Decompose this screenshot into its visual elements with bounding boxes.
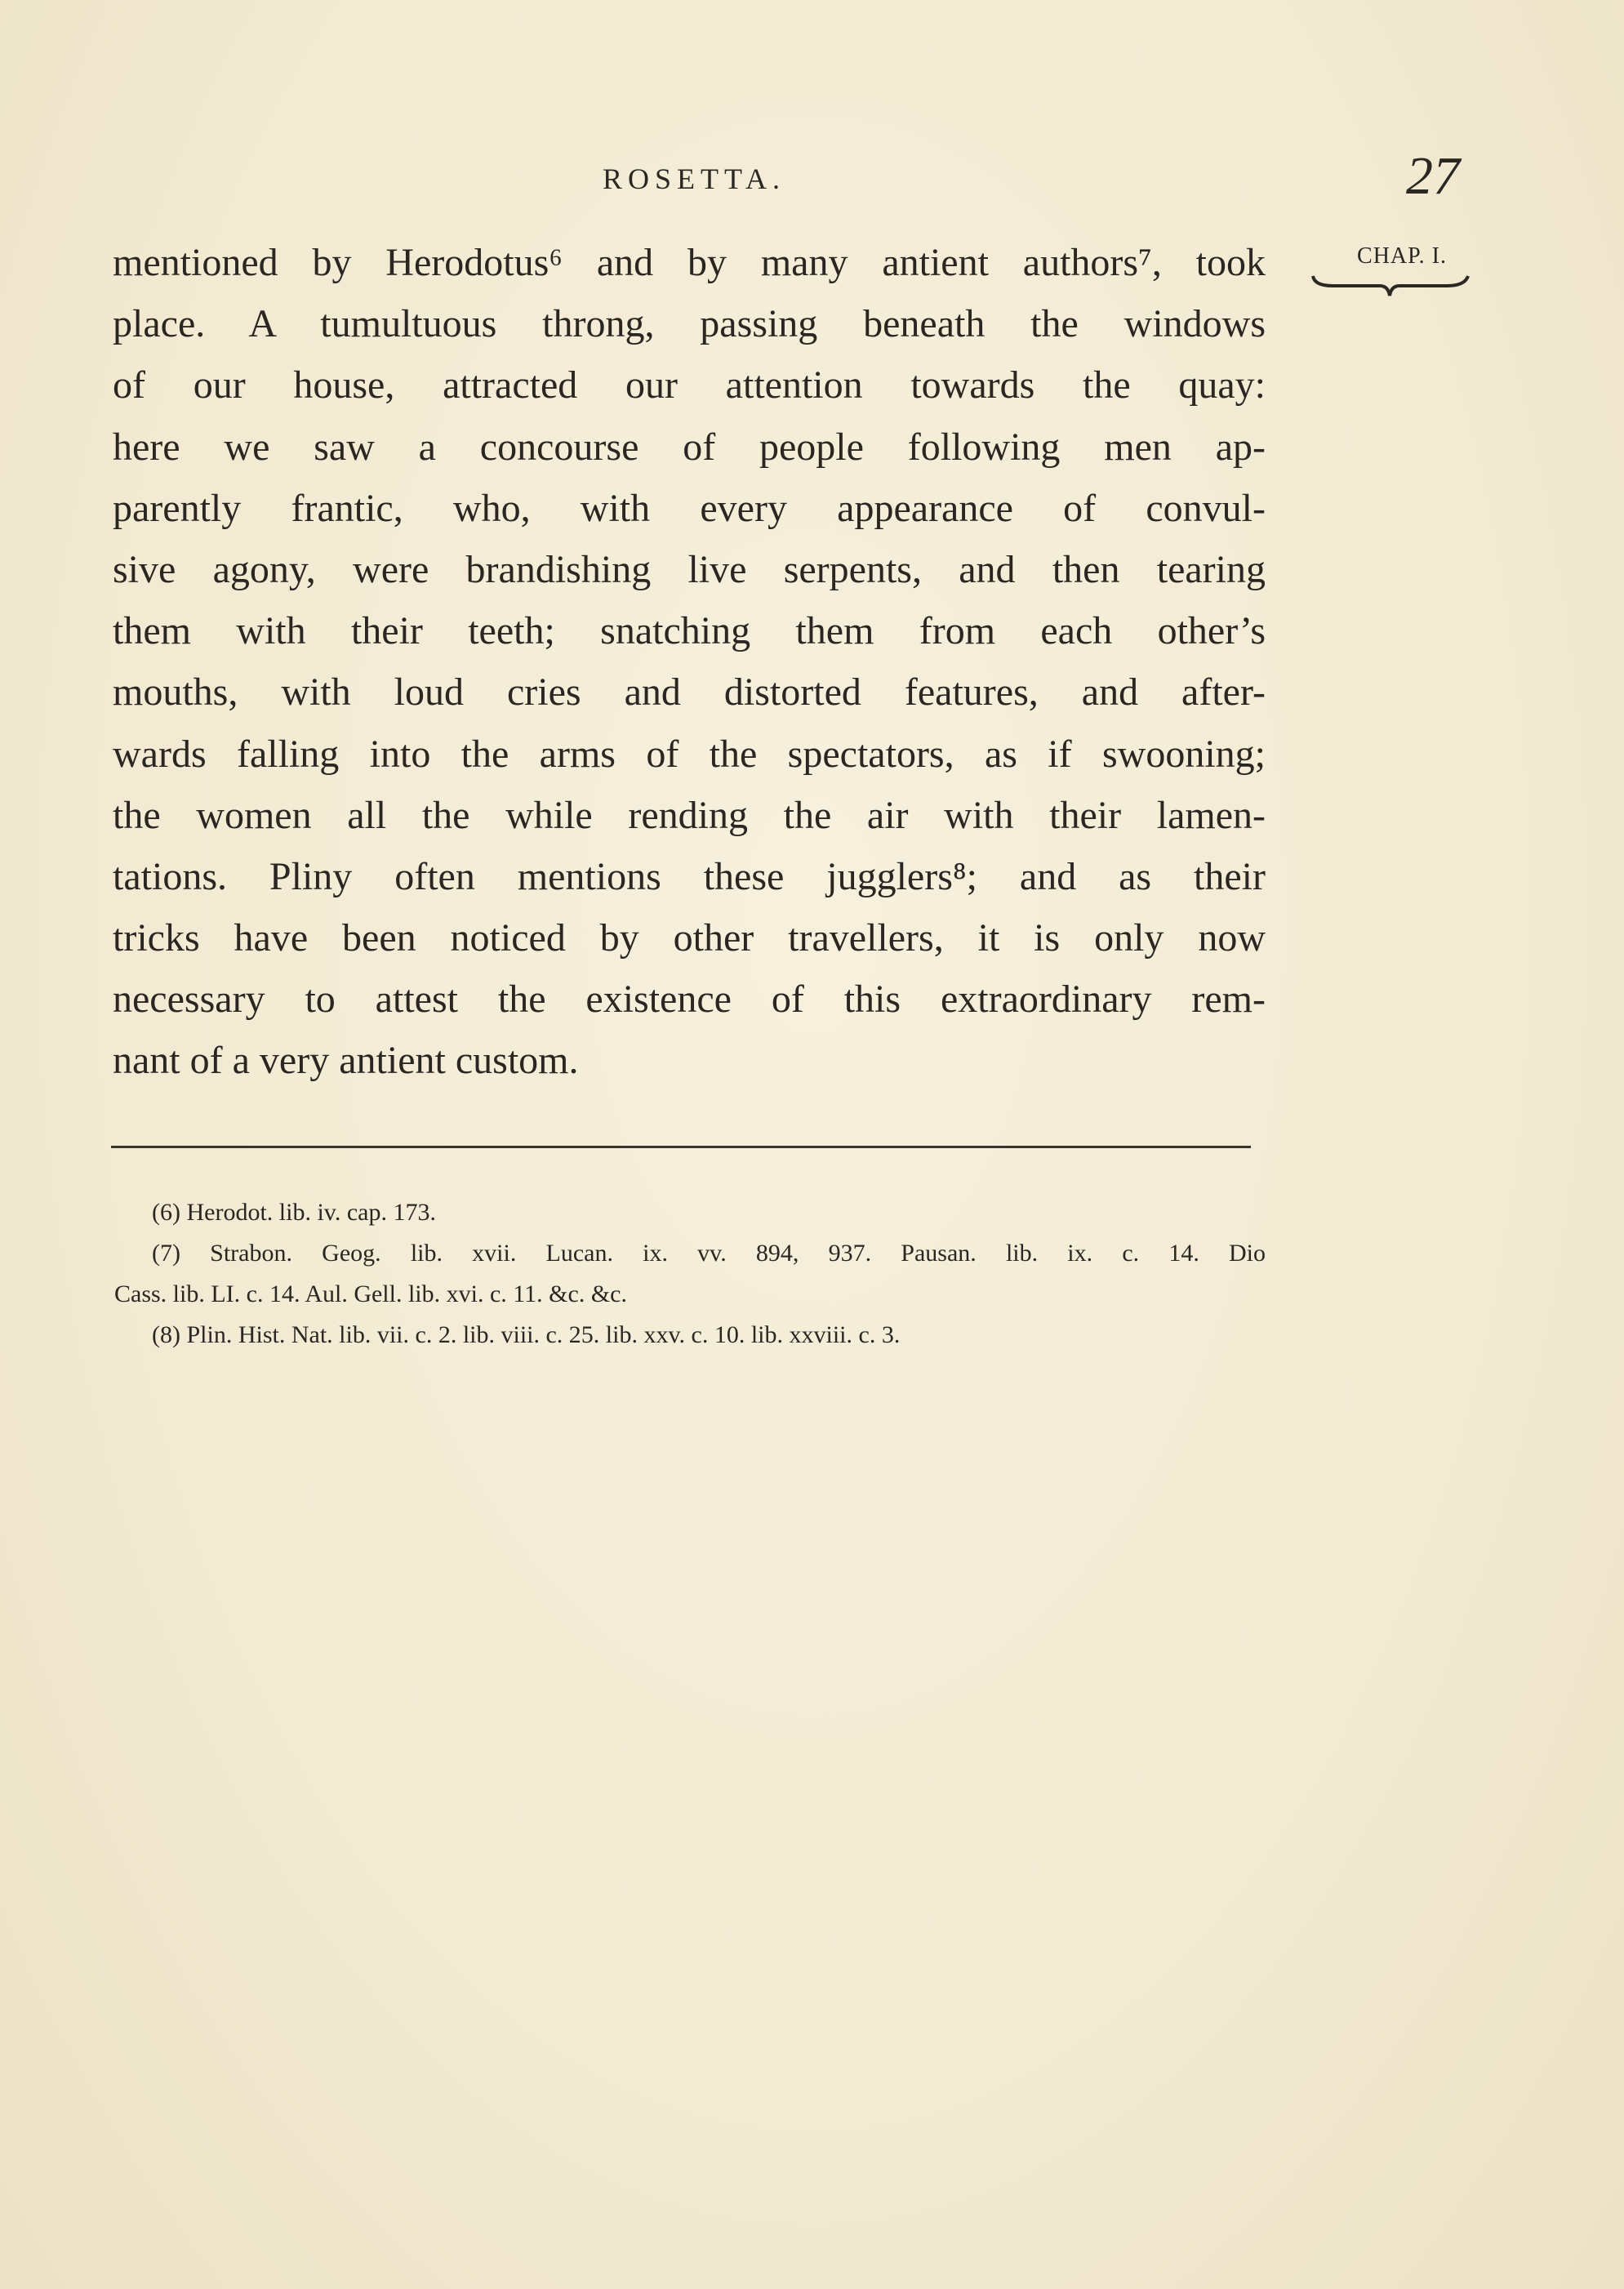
text-line: mouths, with loud cries and distorted features, and after-: [113, 670, 1266, 715]
text-line: necessary to attest the existence of this extraordinary rem-: [113, 978, 1266, 1022]
text-line: them with their teeth; snatching them from each other’s: [113, 609, 1266, 653]
text-line: of our house, attracted our attention towards the quay:: [113, 363, 1266, 407]
text-line: mentioned by Herodotus⁶ and by many antient authors⁷, took: [113, 241, 1266, 284]
body-text: [113, 232, 1266, 1092]
text-line: here we saw a concourse of people following men ap-: [113, 425, 1266, 469]
footnotes: [114, 1192, 1266, 1356]
margin-brace-ornament: [1308, 274, 1471, 299]
running-title: ROSETTA.: [602, 163, 786, 195]
text-line: parently frantic, who, with every appearance of convul-: [113, 486, 1266, 530]
text-line: sive agony, were brandishing live serpents, and then tearing: [113, 547, 1266, 591]
text-line: tations. Pliny often mentions these jugglers⁸; and as their: [113, 854, 1266, 898]
footnote-rule: [111, 1146, 1251, 1148]
footnote-6: (6) Herodot. lib. iv. cap. 173.: [152, 1199, 436, 1226]
margin-chapter-note: CHAP. I.: [1357, 243, 1447, 269]
text-line: place. A tumultuous throng, passing beneath the windows: [113, 302, 1266, 346]
footnote-7: (7) Strabon. Geog. lib. xvii. Lucan. ix. vv. 894, 937. Pausan. lib. ix. c. 14. Dio: [152, 1240, 1266, 1267]
text-line: nant of a very antient custom.: [113, 1039, 579, 1083]
footnote-7-continuation: Cass. lib. LI. c. 14. Aul. Gell. lib. xvi. c. 11. &c. &c.: [114, 1280, 627, 1307]
text-line: tricks have been noticed by other travellers, it is only now: [113, 916, 1266, 960]
text-line: wards falling into the arms of the spectators, as if swooning;: [113, 732, 1266, 776]
footnote-8: (8) Plin. Hist. Nat. lib. vii. c. 2. lib. viii. c. 25. lib. xxv. c. 10. lib. xxviii. c. 3.: [152, 1321, 901, 1348]
page-number: 27: [1406, 146, 1460, 206]
text-line: the women all the while rending the air with their lamen-: [113, 793, 1266, 837]
